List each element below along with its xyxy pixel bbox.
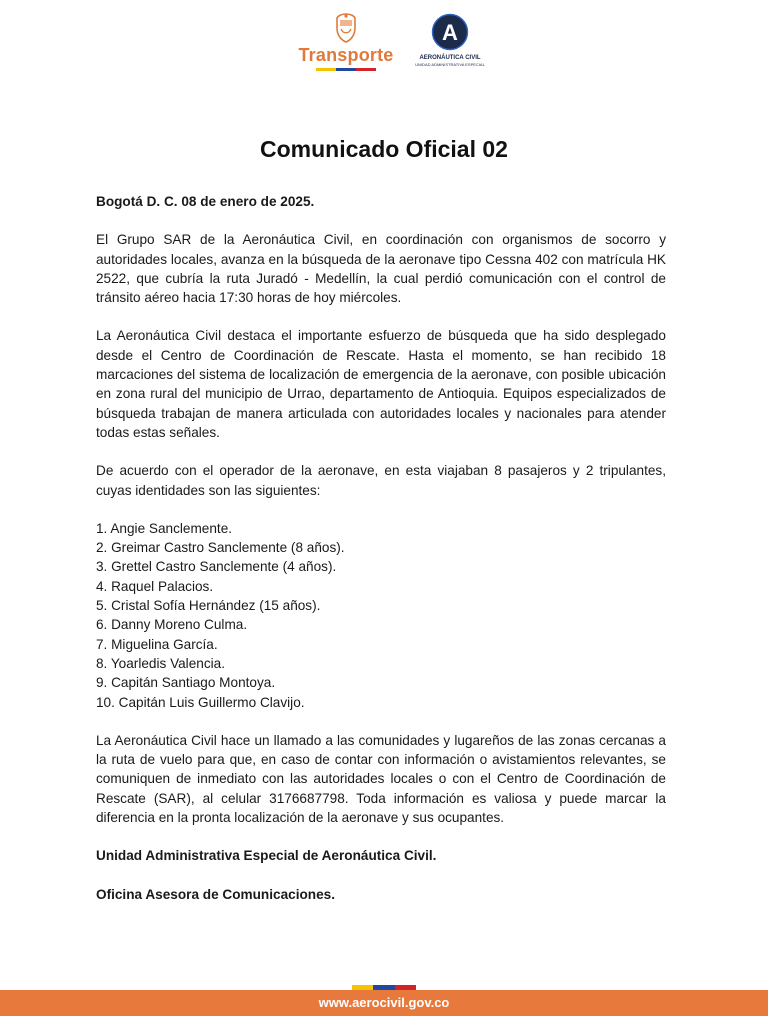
paragraph-search-effort: La Aeronáutica Civil destaca el importante esfuerzo de búsqueda que ha sido desplegado desde el Centro de Coordinación de Rescate. Hasta el momento, se han recibido 18 marcaciones del sistema de localización de emergencia de la aeronave, con posible ubicación en zona rural del municipio de Urrao, departamento de Antioquia. Equipos especializados de búsqueda trabajan de manera articulada con autoridades locales y nacionales para atender todas estas señales. xyxy=(96,328,666,440)
paragraph-call-to-action: La Aeronáutica Civil hace un llamado a las comunidades y lugareños de las zonas cercanas a la ruta de vuelo para que, en caso de contar con información o avistamientos relevantes, se comuniquen de inmediato con las autoridades locales o con el Centro de Coordinación de Rescate (SAR), al celular 3176687798. Toda información es valiosa y puede marcar la diferencia en la pronta localización de la aeronave y sus ocupantes. xyxy=(96,732,666,826)
aero-emblem-letter: A xyxy=(442,20,458,45)
header xyxy=(0,12,768,74)
coat-of-arms-icon xyxy=(332,12,360,44)
transporte-logo-text: Transporte xyxy=(298,45,394,65)
flag-colors-bar xyxy=(316,68,376,71)
list-item: 1. Angie Sanclemente. xyxy=(96,520,233,536)
list-item: 9. Capitán Santiago Montoya. xyxy=(96,675,276,691)
signature-office: Oficina Asesora de Comunicaciones. xyxy=(96,886,335,902)
footer-website-link[interactable]: www.aerocivil.gov.co xyxy=(318,995,450,1010)
list-item: 4. Raquel Palacios. xyxy=(96,578,214,594)
aerocivil-logo xyxy=(410,12,490,74)
date-line: Bogotá D. C. 08 de enero de 2025. xyxy=(96,194,315,209)
aero-logo-name: AERONÁUTICA CIVIL xyxy=(419,55,481,61)
paragraph-occupants-intro: De acuerdo con el operador de la aeronave, en esta viajaban 8 pasajeros y 2 tripulantes, cuyas identidades son las siguientes: xyxy=(96,463,666,498)
document-title: Comunicado Oficial 02 xyxy=(260,136,508,162)
occupants-list xyxy=(96,519,666,712)
list-item: 2. Greimar Castro Sanclemente (8 años). xyxy=(96,540,345,556)
paragraph-search-status: El Grupo SAR de la Aeronáutica Civil, en coordinación con organismos de socorro y autoridades locales, avanza en la búsqueda de la aeronave tipo Cessna 402 con matrícula HK 2522, que cubría la ruta Juradó - Medellín, la cual perdió comunicación con el control de tránsito aéreo hacia 17:30 horas de hoy miércoles. xyxy=(96,232,666,306)
signature-entity: Unidad Administrativa Especial de Aeronáutica Civil. xyxy=(96,848,437,864)
footer-bar xyxy=(0,990,768,1016)
list-item: 3. Grettel Castro Sanclemente (4 años). xyxy=(96,559,337,575)
list-item: 7. Miguelina García. xyxy=(96,636,218,652)
list-item: 5. Cristal Sofía Hernández (15 años). xyxy=(96,598,321,614)
document-body xyxy=(96,192,666,923)
list-item: 6. Danny Moreno Culma. xyxy=(96,617,248,633)
list-item: 10. Capitán Luis Guillermo Clavijo. xyxy=(96,694,305,710)
aero-logo-sub: UNIDAD ADMINISTRATIVA ESPECIAL xyxy=(415,62,485,67)
aerocivil-emblem-icon xyxy=(431,13,469,51)
list-item: 8. Yoarledis Valencia. xyxy=(96,655,225,671)
transporte-logo xyxy=(294,12,398,74)
